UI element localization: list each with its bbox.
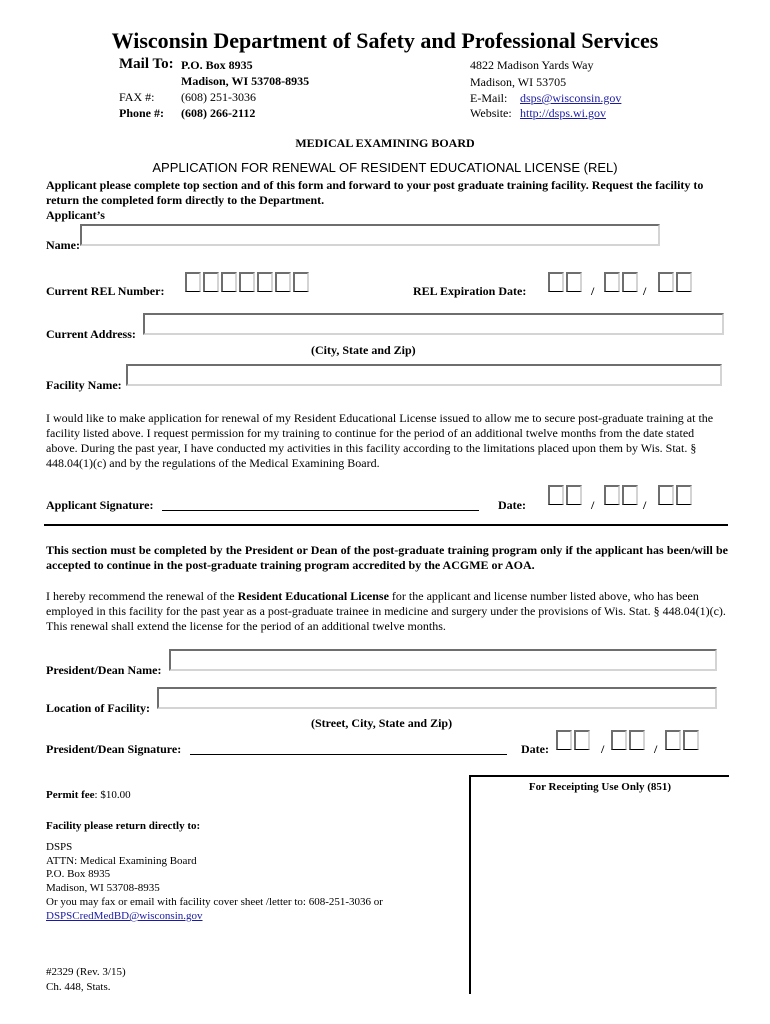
rel-expiration-year[interactable] (658, 272, 694, 292)
location-hint: (Street, City, State and Zip) (311, 716, 453, 730)
return-address-line: Madison, WI 53708-8935 (46, 882, 160, 894)
dean-date-year[interactable] (665, 730, 701, 750)
date-separator: / (591, 498, 595, 512)
statute-reference: Ch. 448, Stats. (46, 981, 111, 993)
rel-expiration-label: REL Expiration Date: (413, 284, 527, 298)
dean-date-label: Date: (521, 742, 549, 756)
phone-label: Phone #: (119, 106, 164, 120)
receipt-box-top (469, 775, 729, 777)
address-hint: (City, State and Zip) (311, 343, 416, 357)
email-link[interactable]: dsps@wisconsin.gov (520, 91, 622, 105)
name-field[interactable] (80, 224, 660, 246)
website-label: Website: (470, 106, 512, 120)
mail-to-label: Mail To: (119, 56, 174, 72)
rel-number-boxes[interactable] (185, 272, 311, 292)
mailing-city-zip: Madison, WI 53708-8935 (181, 74, 310, 88)
date-separator: / (601, 742, 605, 756)
applicant-signature-label: Applicant Signature: (46, 498, 154, 512)
location-label: Location of Facility: (46, 701, 150, 715)
applicant-signature-line[interactable] (162, 509, 479, 511)
receipt-label: For Receipting Use Only (851) (528, 781, 672, 793)
date-separator: / (591, 284, 595, 298)
department-title: Wisconsin Department of Safety and Professional Services (111, 28, 659, 53)
street-address: 4822 Madison Yards Way (470, 58, 594, 72)
return-email-link[interactable]: DSPSCredMedBD@wisconsin.gov (46, 910, 203, 922)
date-separator: / (654, 742, 658, 756)
board-name: MEDICAL EXAMINING BOARD (295, 136, 475, 150)
rel-expiration-day[interactable] (604, 272, 640, 292)
facility-label: Facility Name: (46, 378, 122, 392)
return-address-line: P.O. Box 8935 (46, 868, 111, 880)
instructions: Applicant please complete top section and of this form and forward to your post graduate training facility. Request the facility to return the completed form directly to the Department. (46, 178, 704, 207)
applicant-date-day[interactable] (604, 485, 640, 505)
name-label: Name: (46, 238, 80, 252)
applicant-date-year[interactable] (658, 485, 694, 505)
rel-number-label: Current REL Number: (46, 284, 165, 298)
facility-field[interactable] (126, 364, 722, 386)
location-field[interactable] (157, 687, 717, 709)
return-address-line: ATTN: Medical Examining Board (46, 855, 197, 867)
return-address-line: DSPS (46, 841, 73, 853)
form-number: #2329 (Rev. 3/15) (46, 966, 126, 978)
date-separator: / (643, 498, 647, 512)
address-label: Current Address: (46, 327, 136, 341)
po-box: P.O. Box 8935 (181, 58, 253, 72)
applicants-label: Applicant’s (46, 208, 105, 222)
fax-label: FAX #: (119, 90, 155, 104)
fax-value: (608) 251-3036 (181, 90, 256, 104)
date-separator: / (643, 284, 647, 298)
applicant-date-label: Date: (498, 498, 526, 512)
dean-signature-line[interactable] (190, 753, 507, 755)
dean-name-label: President/Dean Name: (46, 663, 162, 677)
applicant-date-month[interactable] (548, 485, 584, 505)
dean-section-intro: This section must be completed by the President or Dean of the post-graduate training program only if the applicant has been/will be accepted to continue in the post-graduate training program accredited by the ACGME or AOA. (46, 543, 728, 572)
dean-name-field[interactable] (169, 649, 717, 671)
address-field[interactable] (143, 313, 724, 335)
dean-date-day[interactable] (611, 730, 647, 750)
email-label: E-Mail: (470, 91, 508, 105)
form-title: APPLICATION FOR RENEWAL OF RESIDENT EDUCATIONAL LICENSE (REL) (152, 160, 618, 175)
website-link[interactable]: http://dsps.wi.gov (520, 106, 607, 120)
dean-date-month[interactable] (556, 730, 592, 750)
applicant-statement: I would like to make application for renewal of my Resident Educational License issued to allow me to secure post-graduate training at the facility listed above. I request permission for my training to continue for the period of an additional twelve months from the date stated above. During the past year, I have conducted my activities in this facility according to the limitations placed upon them by Wis. Stat. § 448.04(1)(c) and by the regulations of the Medical Examining Board. (46, 411, 714, 470)
permit-fee: Permit fee: $10.00 (46, 789, 131, 801)
dean-signature-label: President/Dean Signature: (46, 742, 182, 756)
return-heading: Facility please return directly to: (46, 820, 201, 832)
section-divider (44, 524, 728, 526)
recommendation-statement: I hereby recommend the renewal of the Resident Educational License for the applicant and license number listed above, who has been employed in this facility for the past year as a post-graduate trainee in medicine and surgery under the provisions of Wis. Stat. § 448.04(1)(c). This renewal shall extend the license for the period of an additional twelve months. (46, 589, 726, 633)
phone-value: (608) 266-2112 (181, 106, 256, 120)
receipt-box-left (469, 775, 471, 994)
rel-expiration-month[interactable] (548, 272, 584, 292)
street-city-zip: Madison, WI 53705 (470, 75, 567, 89)
return-address-line: Or you may fax or email with facility cover sheet /letter to: 608-251-3036 or (46, 896, 383, 908)
